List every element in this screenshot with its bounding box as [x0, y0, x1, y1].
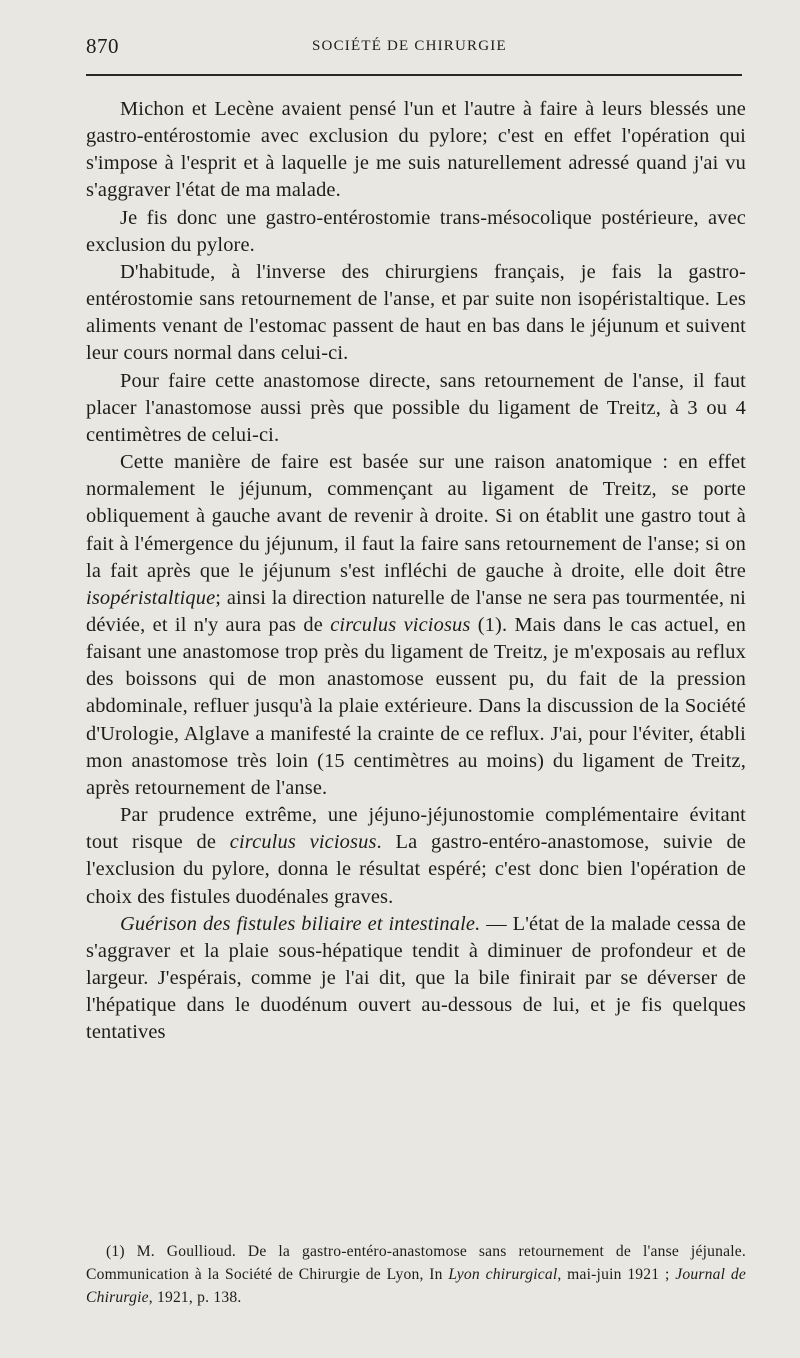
footnote-italic-b: Journal de Chirurgie: [86, 1266, 746, 1306]
paragraph-5-text-b: ; ainsi la direction naturelle de l'anse ne sera pas tourmentée, ni déviée, et il n'y aura pas de: [86, 586, 746, 636]
paragraph-5: [86, 449, 746, 802]
paragraph-7-text: — L'état de la malade cessa de s'aggraver et la plaie sous-hépatique tendit à diminuer de profondeur et de largeur. J'espérais, comme je l'ai dit, que la bile finirait par se déverser de l'hépatique dans le duodénum ouvert au-dessous de lui, et je fis quelques tentatives: [86, 912, 746, 1044]
paragraph-5-text-a: Cette manière de faire est basée sur une raison anatomique : en effet normalement le jéjunum, commençant au ligament de Treitz, se porte obliquement à gauche avant de revenir à droite. Si on établit une gastro tout à fait à l'émergence du jéjunum, il faut la faire sans retournement de l'anse; si on la fait après que le jéjunum s'est infléchi de gauche à droite, elle doit être: [86, 451, 746, 582]
footnote-text: [86, 1240, 746, 1309]
paragraph-5-italic-b: circulus viciosus: [330, 613, 471, 636]
paragraph-4: Pour faire cette anastomose directe, sans retournement de l'anse, il faut placer l'anastomose aussi près que possible du ligament de Treitz, à 3 ou 4 centimètres de celui-ci.: [86, 369, 746, 446]
paragraph-2: Je fis donc une gastro-entérostomie trans-mésocolique postérieure, avec exclusion du pylore.: [86, 206, 746, 256]
footnote: [86, 1240, 746, 1309]
paragraph-6-italic-a: circulus viciosus: [229, 831, 377, 854]
paragraph-5-italic-a: isopéristaltique: [86, 586, 216, 609]
body-text: [86, 96, 746, 1046]
footnote-text-c: , 1921, p. 138.: [148, 1289, 242, 1306]
page-number: 870: [86, 34, 119, 58]
page-header: [86, 34, 746, 62]
paragraph-3: D'habitude, à l'inverse des chirurgiens français, je fais la gastro-entérostomie sans retournement de l'anse, et par suite non isopéristaltique. Les aliments venant de l'estomac passent de haut en bas dans le jéjunum et suivent leur cours normal dans celui-ci.: [86, 260, 746, 365]
paragraph-6-text-a: Par prudence extrême, une jéjuno-jéjunostomie complémentaire évitant tout risque de: [86, 804, 746, 854]
paragraph-5-text-c: (1). Mais dans le cas actuel, en faisant une anastomose trop près du ligament de Treitz, je m'exposais au reflux des boissons qui de mon anastomose eussent pu, du fait de la pression abdominale, refluer jusqu'à la plaie extérieure. Dans la discussion de la Société d'Urologie, Alglave a manifesté la crainte de ce reflux. J'ai, pour l'éviter, établi mon anastomose très loin (15 centimètres au moins) du ligament de Treitz, après retournement de l'anse.: [86, 613, 746, 799]
header-rule: [86, 74, 742, 76]
paragraph-6-text-b: . La gastro-entéro-anastomose, suivie de l'exclusion du pylore, donna le résultat espéré; c'est donc bien l'opération de choix des fistules duodénales graves.: [86, 831, 746, 908]
footnote-text-a: (1) M. Goullioud. De la gastro-entéro-anastomose sans retournement de l'anse jéjunale. Communication à la Société de Chirurgie de Lyon, In: [86, 1243, 746, 1283]
footnote-text-b: , mai-juin 1921 ;: [557, 1266, 676, 1283]
paragraph-7: [86, 911, 746, 1047]
running-title: SOCIÉTÉ DE CHIRURGIE: [312, 38, 507, 54]
footnote-italic-a: Lyon chirurgical: [448, 1266, 558, 1283]
paragraph-1: Michon et Lecène avaient pensé l'un et l'autre à faire à leurs blessés une gastro-entérostomie avec exclusion du pylore; c'est en effet l'opération qui s'impose à l'esprit et à laquelle je me suis naturellement adressé quand j'ai vu s'aggraver l'état de ma malade.: [86, 98, 746, 202]
paragraph-6: [86, 802, 746, 911]
section-heading-inline: Guérison des fistules biliaire et intestinale.: [120, 912, 481, 935]
